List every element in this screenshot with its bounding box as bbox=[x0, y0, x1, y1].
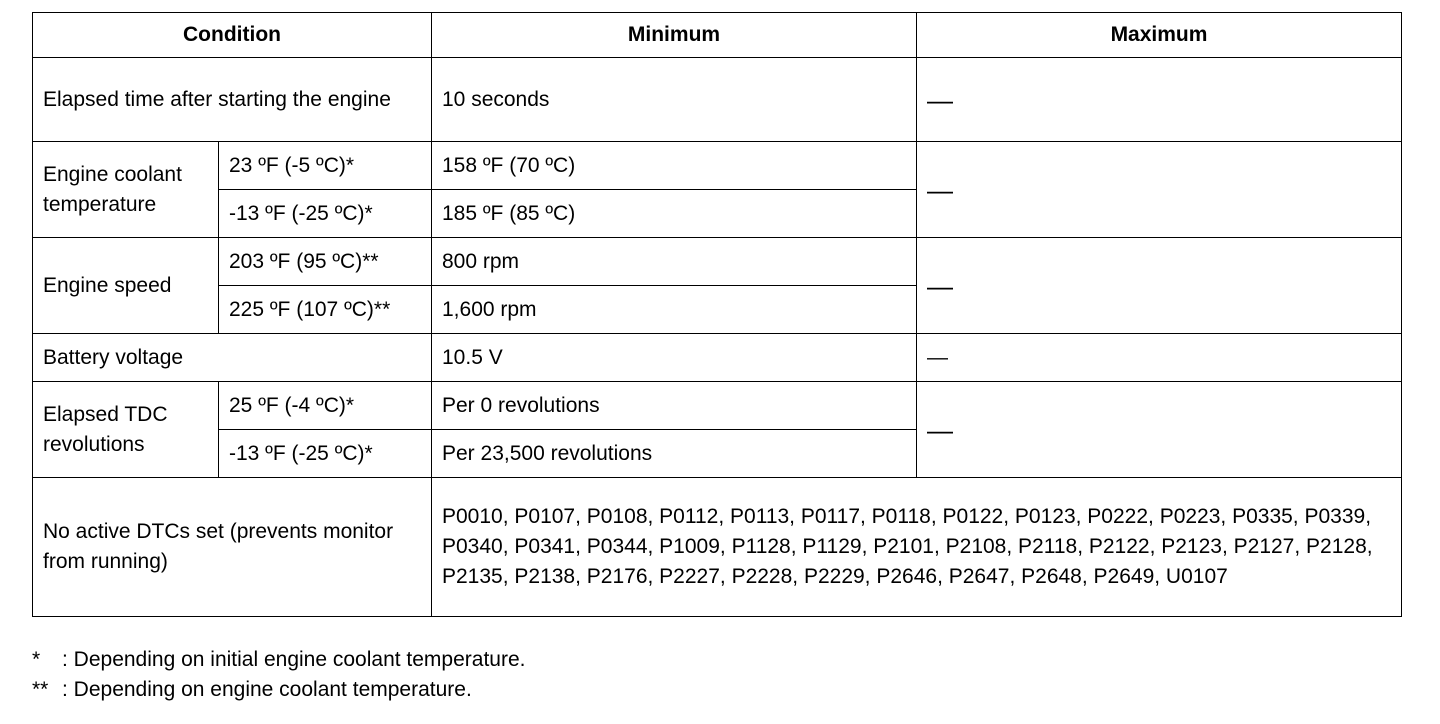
footnote-text: : Depending on initial engine coolant temperature. bbox=[62, 648, 526, 671]
sub-condition-cell: -13 ºF (-25 ºC)* bbox=[219, 430, 432, 478]
header-minimum: Minimum bbox=[432, 13, 917, 58]
maximum-cell: — bbox=[917, 382, 1402, 478]
condition-cell: Engine speed bbox=[33, 238, 219, 334]
footnote bbox=[32, 647, 525, 673]
header-row bbox=[33, 13, 1402, 58]
footnote-text: : Depending on engine coolant temperature. bbox=[62, 678, 472, 701]
conditions-table bbox=[32, 12, 1402, 617]
footnote-mark: * bbox=[32, 648, 41, 671]
minimum-cell: 185 ºF (85 ºC) bbox=[432, 190, 917, 238]
sub-condition-cell: 25 ºF (-4 ºC)* bbox=[219, 382, 432, 430]
condition-cell: Engine coolant temperature bbox=[33, 142, 219, 238]
minimum-cell: 1,600 rpm bbox=[432, 286, 917, 334]
sub-condition-cell: -13 ºF (-25 ºC)* bbox=[219, 190, 432, 238]
minimum-cell: 10.5 V bbox=[432, 334, 917, 382]
maximum-cell: — bbox=[917, 334, 1402, 382]
minimum-cell: Per 23,500 revolutions bbox=[432, 430, 917, 478]
sub-condition-cell: 23 ºF (-5 ºC)* bbox=[219, 142, 432, 190]
header-maximum: Maximum bbox=[917, 13, 1402, 58]
minimum-cell: 10 seconds bbox=[432, 58, 917, 142]
minimum-cell: Per 0 revolutions bbox=[432, 382, 917, 430]
condition-cell: Battery voltage bbox=[33, 334, 432, 382]
header-condition: Condition bbox=[33, 13, 432, 58]
condition-cell: Elapsed time after starting the engine bbox=[33, 58, 432, 142]
sub-condition-cell: 225 ºF (107 ºC)** bbox=[219, 286, 432, 334]
maximum-cell: — bbox=[917, 238, 1402, 334]
table-row bbox=[33, 58, 1402, 142]
table-row bbox=[33, 478, 1402, 617]
sub-condition-cell: 203 ºF (95 ºC)** bbox=[219, 238, 432, 286]
minimum-cell: 800 rpm bbox=[432, 238, 917, 286]
minimum-cell: 158 ºF (70 ºC) bbox=[432, 142, 917, 190]
table-row bbox=[33, 382, 1402, 430]
maximum-cell: — bbox=[917, 58, 1402, 142]
table-row bbox=[33, 142, 1402, 190]
condition-cell: No active DTCs set (prevents monitor from running) bbox=[33, 478, 432, 617]
table-row bbox=[33, 334, 1402, 382]
condition-cell: Elapsed TDC revolutions bbox=[33, 382, 219, 478]
dtc-list-cell: P0010, P0107, P0108, P0112, P0113, P0117, P0118, P0122, P0123, P0222, P0223, P0335, P0339, P0340, P0341, P0344, P1009, P1128, P1129, P2101, P2108, P2118, P2122, P2123, P2127, P2128, P2135, P2138, P2176, P2227, P2228, P2229, P2646, P2647, P2648, P2649, U0107 bbox=[432, 478, 1402, 617]
footnote-mark: ** bbox=[32, 678, 49, 701]
maximum-cell: — bbox=[917, 142, 1402, 238]
table-row bbox=[33, 238, 1402, 286]
footnote bbox=[32, 677, 472, 703]
